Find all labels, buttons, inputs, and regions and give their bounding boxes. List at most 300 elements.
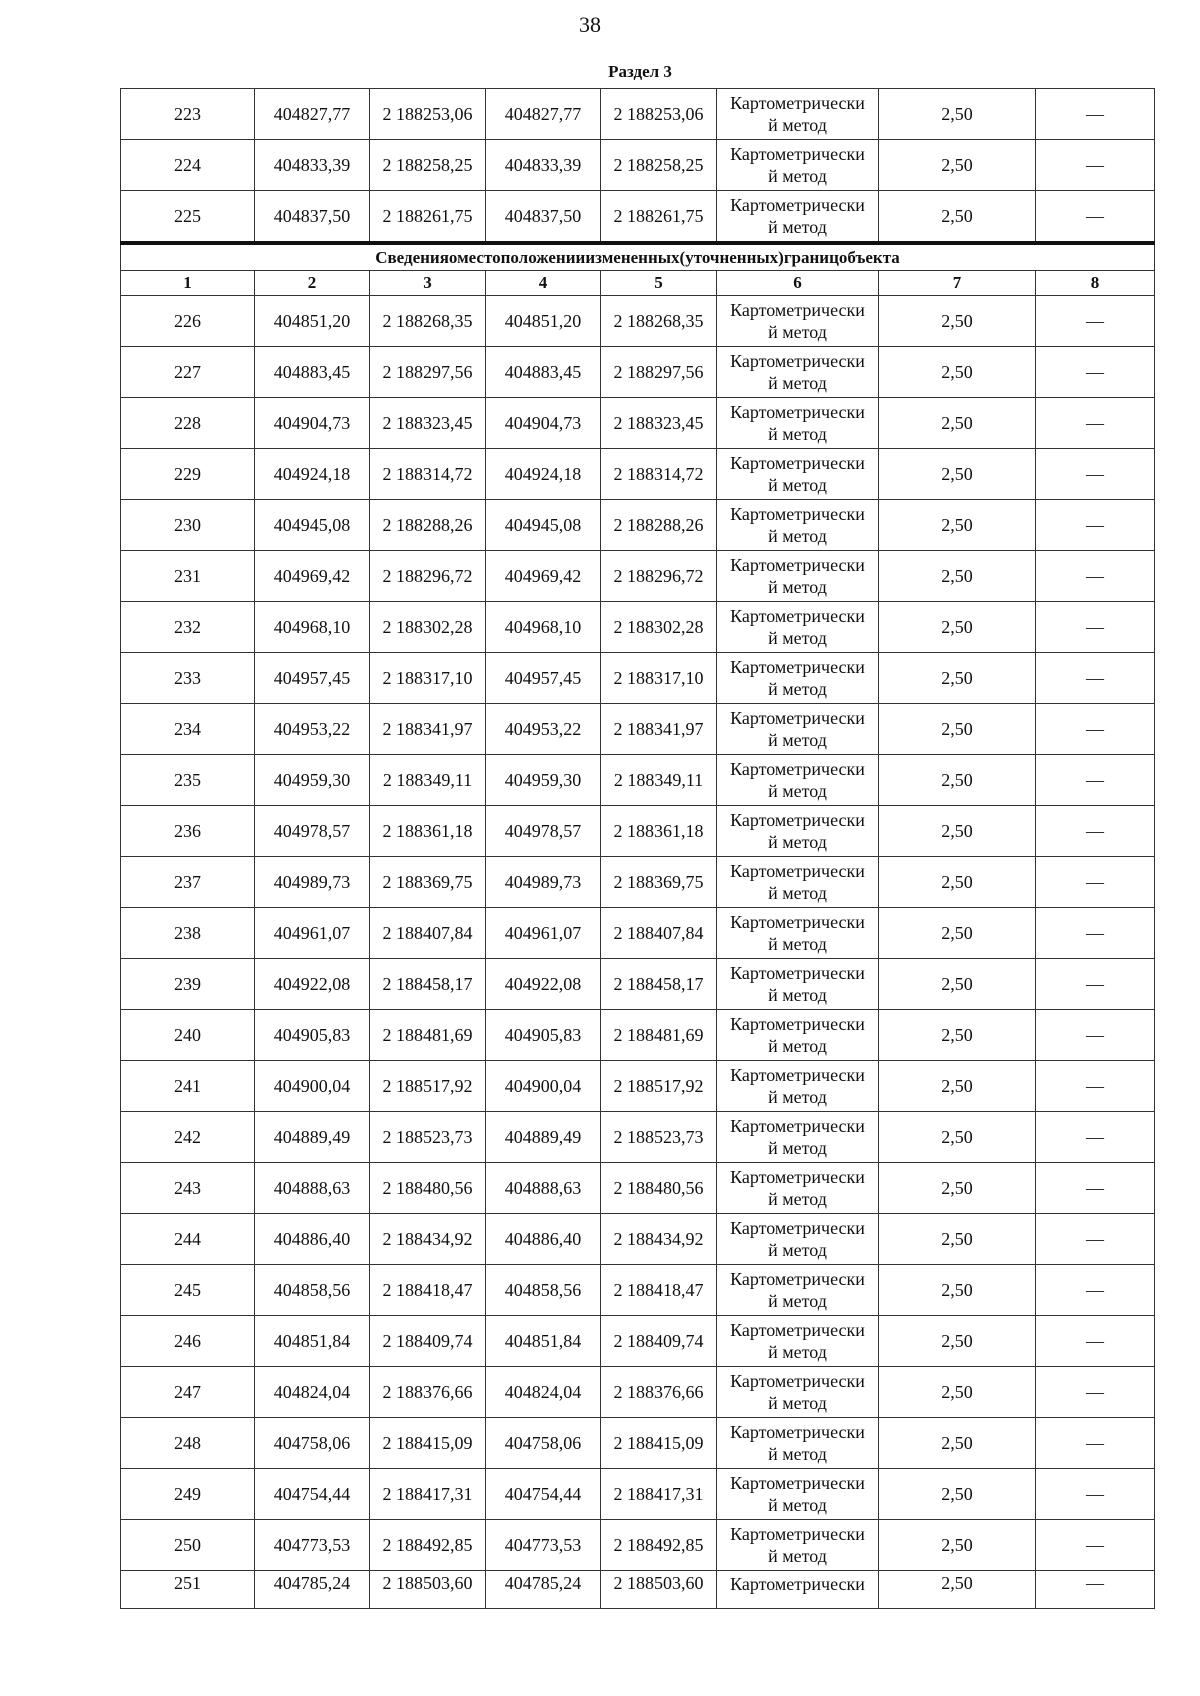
point-number-cell: 246 — [121, 1316, 255, 1367]
precision-cell: 2,50 — [879, 908, 1036, 959]
table-header — [121, 243, 1155, 296]
method-cell — [717, 857, 879, 908]
y-new-cell: 2 188341,97 — [601, 704, 717, 755]
method-text-line1: Картометрически — [730, 300, 865, 320]
method-text-line2: й метод — [768, 166, 827, 186]
y-new-cell: 2 188376,66 — [601, 1367, 717, 1418]
x-existing-cell: 404773,53 — [255, 1520, 370, 1571]
x-existing-cell: 404837,50 — [255, 191, 370, 244]
precision-cell: 2,50 — [879, 704, 1036, 755]
method-text-line1: Картометрически — [730, 1320, 865, 1340]
x-new-cell: 404969,42 — [486, 551, 601, 602]
method-text-line2: й метод — [768, 1546, 827, 1566]
precision-cell: 2,50 — [879, 1061, 1036, 1112]
method-text-line2: й метод — [768, 1342, 827, 1362]
section-heading-row — [121, 243, 1155, 271]
method-text-line1: Картометрически — [730, 144, 865, 164]
x-existing-cell: 404758,06 — [255, 1418, 370, 1469]
table-row — [121, 140, 1155, 191]
point-number-cell: 240 — [121, 1010, 255, 1061]
x-existing-cell: 404886,40 — [255, 1214, 370, 1265]
point-number-cell: 251 — [121, 1571, 255, 1609]
y-new-cell: 2 188492,85 — [601, 1520, 717, 1571]
point-number-cell: 226 — [121, 296, 255, 347]
x-existing-cell: 404957,45 — [255, 653, 370, 704]
precision-cell: 2,50 — [879, 1214, 1036, 1265]
y-new-cell: 2 188481,69 — [601, 1010, 717, 1061]
method-cell — [717, 1163, 879, 1214]
method-text-line1: Картометрически — [730, 861, 865, 881]
x-existing-cell: 404989,73 — [255, 857, 370, 908]
table-row — [121, 755, 1155, 806]
y-existing-cell: 2 188317,10 — [370, 653, 486, 704]
method-cell — [717, 1214, 879, 1265]
method-text-line2: й метод — [768, 883, 827, 903]
y-new-cell: 2 188361,18 — [601, 806, 717, 857]
x-existing-cell: 404827,77 — [255, 89, 370, 140]
method-text-line1: Картометрически — [730, 1269, 865, 1289]
y-new-cell: 2 188523,73 — [601, 1112, 717, 1163]
description-cell: — — [1036, 1214, 1155, 1265]
precision-cell: 2,50 — [879, 1316, 1036, 1367]
y-new-cell: 2 188253,06 — [601, 89, 717, 140]
x-new-cell: 404905,83 — [486, 1010, 601, 1061]
description-cell: — — [1036, 755, 1155, 806]
y-new-cell: 2 188323,45 — [601, 398, 717, 449]
point-number-cell: 234 — [121, 704, 255, 755]
method-cell — [717, 89, 879, 140]
method-cell — [717, 347, 879, 398]
y-existing-cell: 2 188341,97 — [370, 704, 486, 755]
x-new-cell: 404833,39 — [486, 140, 601, 191]
y-existing-cell: 2 188481,69 — [370, 1010, 486, 1061]
point-number-cell: 250 — [121, 1520, 255, 1571]
y-new-cell: 2 188415,09 — [601, 1418, 717, 1469]
description-cell: — — [1036, 296, 1155, 347]
method-text-line1: Картометрически — [730, 1574, 865, 1594]
x-new-cell: 404889,49 — [486, 1112, 601, 1163]
x-existing-cell: 404961,07 — [255, 908, 370, 959]
x-existing-cell: 404833,39 — [255, 140, 370, 191]
method-text-line2: й метод — [768, 475, 827, 495]
precision-cell: 2,50 — [879, 140, 1036, 191]
method-text-line2: й метод — [768, 832, 827, 852]
x-new-cell: 404945,08 — [486, 500, 601, 551]
y-existing-cell: 2 188492,85 — [370, 1520, 486, 1571]
description-cell: — — [1036, 449, 1155, 500]
method-cell — [717, 296, 879, 347]
x-existing-cell: 404754,44 — [255, 1469, 370, 1520]
x-existing-cell: 404858,56 — [255, 1265, 370, 1316]
precision-cell: 2,50 — [879, 1418, 1036, 1469]
point-number-cell: 243 — [121, 1163, 255, 1214]
x-existing-cell: 404924,18 — [255, 449, 370, 500]
x-new-cell: 404858,56 — [486, 1265, 601, 1316]
method-text-line2: й метод — [768, 679, 827, 699]
precision-cell: 2,50 — [879, 1112, 1036, 1163]
x-existing-cell: 404900,04 — [255, 1061, 370, 1112]
point-number-cell: 239 — [121, 959, 255, 1010]
table-row — [121, 500, 1155, 551]
precision-cell: 2,50 — [879, 1469, 1036, 1520]
method-cell — [717, 551, 879, 602]
table-row — [121, 89, 1155, 140]
table-row — [121, 1163, 1155, 1214]
y-new-cell: 2 188417,31 — [601, 1469, 717, 1520]
x-new-cell: 404888,63 — [486, 1163, 601, 1214]
y-existing-cell: 2 188480,56 — [370, 1163, 486, 1214]
y-existing-cell: 2 188261,75 — [370, 191, 486, 244]
precision-cell: 2,50 — [879, 755, 1036, 806]
y-existing-cell: 2 188369,75 — [370, 857, 486, 908]
table-row — [121, 653, 1155, 704]
method-text-line2: й метод — [768, 1087, 827, 1107]
y-new-cell: 2 188480,56 — [601, 1163, 717, 1214]
y-new-cell: 2 188369,75 — [601, 857, 717, 908]
method-text-line1: Картометрически — [730, 1371, 865, 1391]
point-number-cell: 245 — [121, 1265, 255, 1316]
method-text-line1: Картометрически — [730, 1218, 865, 1238]
description-cell: — — [1036, 191, 1155, 244]
method-cell — [717, 1418, 879, 1469]
description-cell: — — [1036, 551, 1155, 602]
precision-cell: 2,50 — [879, 1265, 1036, 1316]
y-existing-cell: 2 188517,92 — [370, 1061, 486, 1112]
point-number-cell: 224 — [121, 140, 255, 191]
y-new-cell: 2 188418,47 — [601, 1265, 717, 1316]
coordinates-table — [120, 88, 1155, 1609]
point-number-cell: 236 — [121, 806, 255, 857]
method-text-line1: Картометрически — [730, 912, 865, 932]
description-cell: — — [1036, 653, 1155, 704]
point-number-cell: 248 — [121, 1418, 255, 1469]
column-number: 8 — [1036, 271, 1155, 296]
method-text-line2: й метод — [768, 781, 827, 801]
method-cell — [717, 398, 879, 449]
x-existing-cell: 404922,08 — [255, 959, 370, 1010]
y-existing-cell: 2 188253,06 — [370, 89, 486, 140]
column-number-row — [121, 271, 1155, 296]
y-new-cell: 2 188302,28 — [601, 602, 717, 653]
method-text-line1: Картометрически — [730, 810, 865, 830]
method-cell — [717, 806, 879, 857]
method-text-line2: й метод — [768, 934, 827, 954]
method-text-line2: й метод — [768, 1291, 827, 1311]
y-new-cell: 2 188503,60 — [601, 1571, 717, 1609]
method-text-line2: й метод — [768, 115, 827, 135]
precision-cell: 2,50 — [879, 1520, 1036, 1571]
point-number-cell: 249 — [121, 1469, 255, 1520]
column-number: 5 — [601, 271, 717, 296]
y-new-cell: 2 188288,26 — [601, 500, 717, 551]
y-existing-cell: 2 188361,18 — [370, 806, 486, 857]
method-cell — [717, 755, 879, 806]
method-text-line2: й метод — [768, 1189, 827, 1209]
method-text-line2: й метод — [768, 373, 827, 393]
y-new-cell: 2 188314,72 — [601, 449, 717, 500]
x-new-cell: 404754,44 — [486, 1469, 601, 1520]
description-cell: — — [1036, 959, 1155, 1010]
x-new-cell: 404758,06 — [486, 1418, 601, 1469]
y-new-cell: 2 188409,74 — [601, 1316, 717, 1367]
precision-cell: 2,50 — [879, 857, 1036, 908]
table-body-main — [121, 296, 1155, 1609]
point-number-cell: 244 — [121, 1214, 255, 1265]
y-existing-cell: 2 188409,74 — [370, 1316, 486, 1367]
y-existing-cell: 2 188523,73 — [370, 1112, 486, 1163]
section-heading: Сведенияоместоположенииизмененных(уточненных)границобъекта — [121, 243, 1155, 271]
method-cell — [717, 1112, 879, 1163]
method-text-line1: Картометрически — [730, 606, 865, 626]
y-new-cell: 2 188407,84 — [601, 908, 717, 959]
precision-cell: 2,50 — [879, 1163, 1036, 1214]
y-new-cell: 2 188268,35 — [601, 296, 717, 347]
description-cell: — — [1036, 500, 1155, 551]
method-cell — [717, 959, 879, 1010]
x-existing-cell: 404883,45 — [255, 347, 370, 398]
y-existing-cell: 2 188296,72 — [370, 551, 486, 602]
precision-cell: 2,50 — [879, 1367, 1036, 1418]
description-cell: — — [1036, 806, 1155, 857]
x-existing-cell: 404851,84 — [255, 1316, 370, 1367]
y-existing-cell: 2 188503,60 — [370, 1571, 486, 1609]
description-cell: — — [1036, 602, 1155, 653]
method-cell — [717, 1010, 879, 1061]
description-cell: — — [1036, 140, 1155, 191]
method-cell — [717, 1469, 879, 1520]
x-existing-cell: 404824,04 — [255, 1367, 370, 1418]
description-cell: — — [1036, 398, 1155, 449]
y-new-cell: 2 188434,92 — [601, 1214, 717, 1265]
table-row — [121, 347, 1155, 398]
method-cell — [717, 653, 879, 704]
x-existing-cell: 404785,24 — [255, 1571, 370, 1609]
point-number-cell: 241 — [121, 1061, 255, 1112]
point-number-cell: 232 — [121, 602, 255, 653]
description-cell: — — [1036, 1571, 1155, 1609]
table-row — [121, 1520, 1155, 1571]
y-existing-cell: 2 188268,35 — [370, 296, 486, 347]
table-row — [121, 1469, 1155, 1520]
table-row — [121, 449, 1155, 500]
method-cell — [717, 1367, 879, 1418]
x-existing-cell: 404953,22 — [255, 704, 370, 755]
table-row — [121, 296, 1155, 347]
table-row — [121, 857, 1155, 908]
method-cell — [717, 191, 879, 244]
method-cell — [717, 704, 879, 755]
table-row — [121, 908, 1155, 959]
y-existing-cell: 2 188323,45 — [370, 398, 486, 449]
column-number: 7 — [879, 271, 1036, 296]
x-new-cell: 404773,53 — [486, 1520, 601, 1571]
table-row — [121, 1010, 1155, 1061]
method-cell — [717, 602, 879, 653]
point-number-cell: 238 — [121, 908, 255, 959]
table-row — [121, 1214, 1155, 1265]
x-new-cell: 404837,50 — [486, 191, 601, 244]
point-number-cell: 223 — [121, 89, 255, 140]
description-cell: — — [1036, 89, 1155, 140]
y-new-cell: 2 188349,11 — [601, 755, 717, 806]
point-number-cell: 242 — [121, 1112, 255, 1163]
point-number-cell: 228 — [121, 398, 255, 449]
point-number-cell: 227 — [121, 347, 255, 398]
description-cell: — — [1036, 1010, 1155, 1061]
x-new-cell: 404851,20 — [486, 296, 601, 347]
y-new-cell: 2 188317,10 — [601, 653, 717, 704]
method-text-line1: Картометрически — [730, 1422, 865, 1442]
y-existing-cell: 2 188288,26 — [370, 500, 486, 551]
description-cell: — — [1036, 1520, 1155, 1571]
table-row — [121, 602, 1155, 653]
method-text-line1: Картометрически — [730, 1473, 865, 1493]
precision-cell: 2,50 — [879, 449, 1036, 500]
precision-cell: 2,50 — [879, 1571, 1036, 1609]
method-text-line2: й метод — [768, 1138, 827, 1158]
x-new-cell: 404827,77 — [486, 89, 601, 140]
method-cell — [717, 1061, 879, 1112]
point-number-cell: 231 — [121, 551, 255, 602]
method-text-line1: Картометрически — [730, 93, 865, 113]
table-row — [121, 806, 1155, 857]
section-title: Раздел 3 — [608, 62, 672, 81]
x-existing-cell: 404945,08 — [255, 500, 370, 551]
x-existing-cell: 404969,42 — [255, 551, 370, 602]
x-new-cell: 404989,73 — [486, 857, 601, 908]
x-new-cell: 404883,45 — [486, 347, 601, 398]
description-cell: — — [1036, 1418, 1155, 1469]
description-cell: — — [1036, 857, 1155, 908]
y-existing-cell: 2 188297,56 — [370, 347, 486, 398]
method-text-line2: й метод — [768, 424, 827, 444]
method-text-line2: й метод — [768, 730, 827, 750]
table-row — [121, 1367, 1155, 1418]
precision-cell: 2,50 — [879, 398, 1036, 449]
y-existing-cell: 2 188302,28 — [370, 602, 486, 653]
y-existing-cell: 2 188458,17 — [370, 959, 486, 1010]
y-existing-cell: 2 188434,92 — [370, 1214, 486, 1265]
method-text-line2: й метод — [768, 217, 827, 237]
method-text-line1: Картометрически — [730, 1167, 865, 1187]
x-new-cell: 404886,40 — [486, 1214, 601, 1265]
x-existing-cell: 404978,57 — [255, 806, 370, 857]
x-new-cell: 404924,18 — [486, 449, 601, 500]
method-text-line1: Картометрически — [730, 504, 865, 524]
description-cell: — — [1036, 1112, 1155, 1163]
method-text-line1: Картометрически — [730, 963, 865, 983]
precision-cell: 2,50 — [879, 551, 1036, 602]
x-new-cell: 404851,84 — [486, 1316, 601, 1367]
x-existing-cell: 404905,83 — [255, 1010, 370, 1061]
y-existing-cell: 2 188407,84 — [370, 908, 486, 959]
precision-cell: 2,50 — [879, 191, 1036, 244]
x-new-cell: 404957,45 — [486, 653, 601, 704]
description-cell: — — [1036, 704, 1155, 755]
x-new-cell: 404785,24 — [486, 1571, 601, 1609]
point-number-cell: 237 — [121, 857, 255, 908]
precision-cell: 2,50 — [879, 602, 1036, 653]
x-new-cell: 404824,04 — [486, 1367, 601, 1418]
x-existing-cell: 404968,10 — [255, 602, 370, 653]
method-text-line1: Картометрически — [730, 555, 865, 575]
precision-cell: 2,50 — [879, 806, 1036, 857]
precision-cell: 2,50 — [879, 347, 1036, 398]
table-row — [121, 1418, 1155, 1469]
precision-cell: 2,50 — [879, 653, 1036, 704]
description-cell: — — [1036, 908, 1155, 959]
point-number-cell: 230 — [121, 500, 255, 551]
page-number: 38 — [579, 12, 601, 37]
method-cell — [717, 140, 879, 191]
y-new-cell: 2 188296,72 — [601, 551, 717, 602]
point-number-cell: 225 — [121, 191, 255, 244]
method-text-line1: Картометрически — [730, 708, 865, 728]
x-existing-cell: 404851,20 — [255, 296, 370, 347]
method-text-line2: й метод — [768, 1444, 827, 1464]
description-cell: — — [1036, 1469, 1155, 1520]
description-cell: — — [1036, 1367, 1155, 1418]
y-existing-cell: 2 188415,09 — [370, 1418, 486, 1469]
precision-cell: 2,50 — [879, 89, 1036, 140]
table-row — [121, 1265, 1155, 1316]
x-existing-cell: 404904,73 — [255, 398, 370, 449]
method-text-line1: Картометрически — [730, 1116, 865, 1136]
y-existing-cell: 2 188349,11 — [370, 755, 486, 806]
method-cell — [717, 908, 879, 959]
x-new-cell: 404968,10 — [486, 602, 601, 653]
point-number-cell: 247 — [121, 1367, 255, 1418]
precision-cell: 2,50 — [879, 296, 1036, 347]
table-row — [121, 1061, 1155, 1112]
column-number: 4 — [486, 271, 601, 296]
method-text-line1: Картометрически — [730, 453, 865, 473]
method-text-line2: й метод — [768, 1393, 827, 1413]
method-text-line2: й метод — [768, 577, 827, 597]
method-cell — [717, 449, 879, 500]
column-number: 1 — [121, 271, 255, 296]
point-number-cell: 233 — [121, 653, 255, 704]
method-text-line1: Картометрически — [730, 1524, 865, 1544]
y-new-cell: 2 188297,56 — [601, 347, 717, 398]
description-cell: — — [1036, 1265, 1155, 1316]
y-existing-cell: 2 188258,25 — [370, 140, 486, 191]
method-cell — [717, 500, 879, 551]
table-row — [121, 1112, 1155, 1163]
description-cell: — — [1036, 1163, 1155, 1214]
x-new-cell: 404904,73 — [486, 398, 601, 449]
table-row — [121, 398, 1155, 449]
x-existing-cell: 404889,49 — [255, 1112, 370, 1163]
method-text-line2: й метод — [768, 1240, 827, 1260]
description-cell: — — [1036, 1316, 1155, 1367]
method-text-line2: й метод — [768, 322, 827, 342]
y-new-cell: 2 188258,25 — [601, 140, 717, 191]
method-text-line1: Картометрически — [730, 351, 865, 371]
table-body-top — [121, 89, 1155, 244]
y-existing-cell: 2 188314,72 — [370, 449, 486, 500]
method-text-line1: Картометрически — [730, 195, 865, 215]
method-text-line2: й метод — [768, 985, 827, 1005]
x-existing-cell: 404888,63 — [255, 1163, 370, 1214]
x-new-cell: 404953,22 — [486, 704, 601, 755]
x-new-cell: 404959,30 — [486, 755, 601, 806]
method-text-line1: Картометрически — [730, 402, 865, 422]
method-text-line2: й метод — [768, 526, 827, 546]
table-row — [121, 1571, 1155, 1609]
method-text-line1: Картометрически — [730, 1014, 865, 1034]
description-cell: — — [1036, 347, 1155, 398]
